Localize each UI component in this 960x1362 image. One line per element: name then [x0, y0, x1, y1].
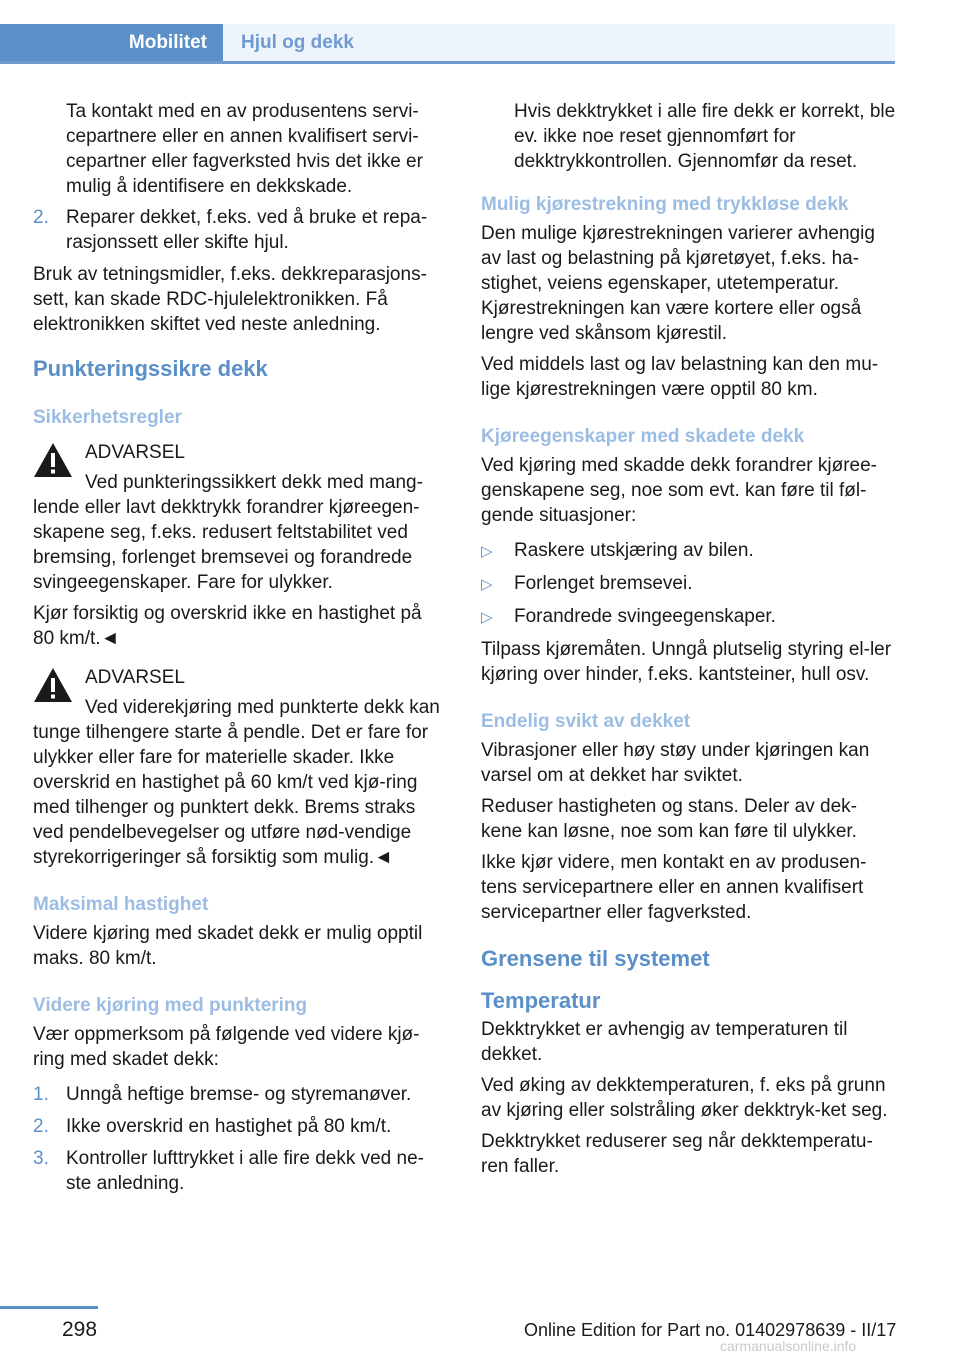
adapt-paragraph: Tilpass kjøremåten. Unngå plutselig styring el-ler kjøring over hinder, f.eks. kantsteiner, hull osv.	[481, 639, 892, 685]
page-header	[0, 24, 895, 62]
list-text: Reparer dekket, f.eks. ved å bruke et repa-rasjonssett eller skifte hjul.	[66, 207, 428, 253]
warning-text-2: Kjør forsiktig og overskrid ikke en hastighet på 80 km/t.◄	[33, 603, 422, 649]
heading-possible-range: Mulig kjørestrekning med trykkløse dekk	[481, 194, 849, 215]
range-paragraph-2: Ved middels last og lav belastning kan den mu-lige kjørestrekningen være opptil 80 km.	[481, 354, 879, 400]
heading-tire-failure: Endelig svikt av dekket	[481, 711, 691, 732]
bullet-text: Forlenget bremsevei.	[514, 573, 693, 594]
heading-safety-rules: Sikkerhetsregler	[33, 407, 182, 428]
list-number: 3.	[33, 1148, 49, 1169]
range-paragraph-1: Den mulige kjørestrekningen varierer avhengig av last og belastning på kjøretøyet, f.eks. ha-stighet, veiens egenskaper, utetemperatur. Kjørestrekningen kan være kortere eller også lengre ved skånsom kjørestil.	[481, 223, 875, 344]
failure-paragraph-3: Ikke kjør videre, men kontakt en av produsen-tens servicepartnere eller en annen kvalifisert servicepartner eller fagverksted.	[481, 852, 867, 923]
right-column	[481, 99, 896, 1185]
continued-paragraph: Hvis dekktrykket i alle fire dekk er korrekt, ble ev. ikke noe reset gjennomført for dekktrykkontrollen. Gjennomfør da reset.	[514, 101, 896, 172]
warning-triangle-icon	[33, 667, 73, 703]
bullet-item	[481, 571, 896, 597]
list-item	[33, 1082, 448, 1107]
temperature-paragraph-2: Ved øking av dekktemperaturen, f. eks på grunn av kjøring eller solstråling øker dekktryk-ket seg.	[481, 1075, 888, 1121]
sealant-paragraph: Bruk av tetningsmidler, f.eks. dekkreparasjons-sett, kan skade RDC-hjulelektronikken. Få elektronikken skiftet ved neste anledning.	[33, 264, 427, 335]
bullet-item	[481, 538, 896, 564]
heading-further-driving: Videre kjøring med punktering	[33, 995, 308, 1016]
list-item	[33, 1114, 448, 1139]
list-text: Kontroller lufttrykket i alle fire dekk ved ne-ste anledning.	[66, 1148, 424, 1194]
edition-note: Online Edition for Part no. 01402978639 - II/17	[524, 1320, 897, 1340]
warning-title: ADVARSEL	[85, 442, 185, 463]
section-tab-mobilitet[interactable]: Mobilitet	[0, 24, 223, 61]
heading-runflat-tires: Punkteringssikre dekk	[33, 356, 268, 381]
bullet-text: Forandrede svingeegenskaper.	[514, 606, 776, 627]
warning-text: Ved punkteringssikkert dekk med mang-lende eller lavt dekktrykk forandrer kjøreegen-skapene seg, f.eks. redusert feltstabilitet ved bremsing, forlenget bremsevei og forandrede svingeegenskaper. Fare for ulykker.	[33, 472, 423, 593]
heading-system-limits: Grensene til systemet	[481, 946, 710, 971]
list-item	[33, 1146, 448, 1196]
heading-handling: Kjøreegenskaper med skadete dekk	[481, 426, 805, 447]
section-tab-hjul-og-dekk[interactable]: Hjul og dekk	[223, 24, 895, 61]
temperature-paragraph-1: Dekktrykket er avhengig av temperaturen til dekket.	[481, 1019, 848, 1065]
list-item	[33, 205, 448, 255]
further-driving-paragraph: Vær oppmerksom på følgende ved videre kjø-ring med skadet dekk:	[33, 1024, 420, 1070]
warning-triangle-icon	[33, 442, 73, 478]
bullet-triangle-icon: ▷	[481, 543, 493, 560]
warning-block	[33, 665, 448, 870]
max-speed-paragraph: Videre kjøring med skadet dekk er mulig opptil maks. 80 km/t.	[33, 923, 423, 969]
watermark: carmanualsonline.info	[720, 1338, 857, 1354]
list-text: Unngå heftige bremse- og styremanøver.	[66, 1084, 412, 1105]
header-divider	[0, 61, 895, 64]
list-number: 2.	[33, 207, 49, 228]
list-number: 1.	[33, 1084, 49, 1105]
bullet-triangle-icon: ▷	[481, 609, 493, 626]
warning-block	[33, 440, 448, 651]
failure-paragraph-1: Vibrasjoner eller høy støy under kjøringen kan varsel om at dekket har sviktet.	[481, 740, 870, 786]
bullet-text: Raskere utskjæring av bilen.	[514, 540, 754, 561]
heading-temperature: Temperatur	[481, 988, 601, 1013]
heading-max-speed: Maksimal hastighet	[33, 894, 209, 915]
failure-paragraph-2: Reduser hastigheten og stans. Deler av dek-kene kan løsne, noe som kan føre til ulykker.	[481, 796, 857, 842]
list-text: Ikke overskrid en hastighet på 80 km/t.	[66, 1116, 392, 1137]
page-number: 298	[62, 1318, 98, 1341]
footer-divider	[0, 1306, 98, 1309]
warning-title: ADVARSEL	[85, 667, 185, 688]
list-number: 2.	[33, 1116, 49, 1137]
bullet-item	[481, 604, 896, 630]
bullet-triangle-icon: ▷	[481, 576, 493, 593]
left-column	[33, 99, 448, 1203]
warning-text: Ved viderekjøring med punkterte dekk kan tunge tilhengere starte å pendle. Det er fare for ulykker eller fare for materielle skader. Ikke overskrid en hastighet på 60 km/t ved kjø-ring med tilhenger og punktert dekk. Brems straks ved pendelbevegelser og utføre nød-vendige styrekorrigeringer så forsiktig som mulig.◄	[33, 697, 440, 868]
continued-paragraph: Ta kontakt med en av produsentens servi-cepartnere eller en annen kvalifisert servi-cepartner eller fagverksted hvis det ikke er mulig å identifisere en dekkskade.	[66, 101, 423, 197]
handling-paragraph: Ved kjøring med skadde dekk forandrer kjøree-genskapene seg, noe som evt. kan føre til føl-gende situasjoner:	[481, 455, 878, 526]
temperature-paragraph-3: Dekktrykket reduserer seg når dekktemperatu-ren faller.	[481, 1131, 873, 1177]
